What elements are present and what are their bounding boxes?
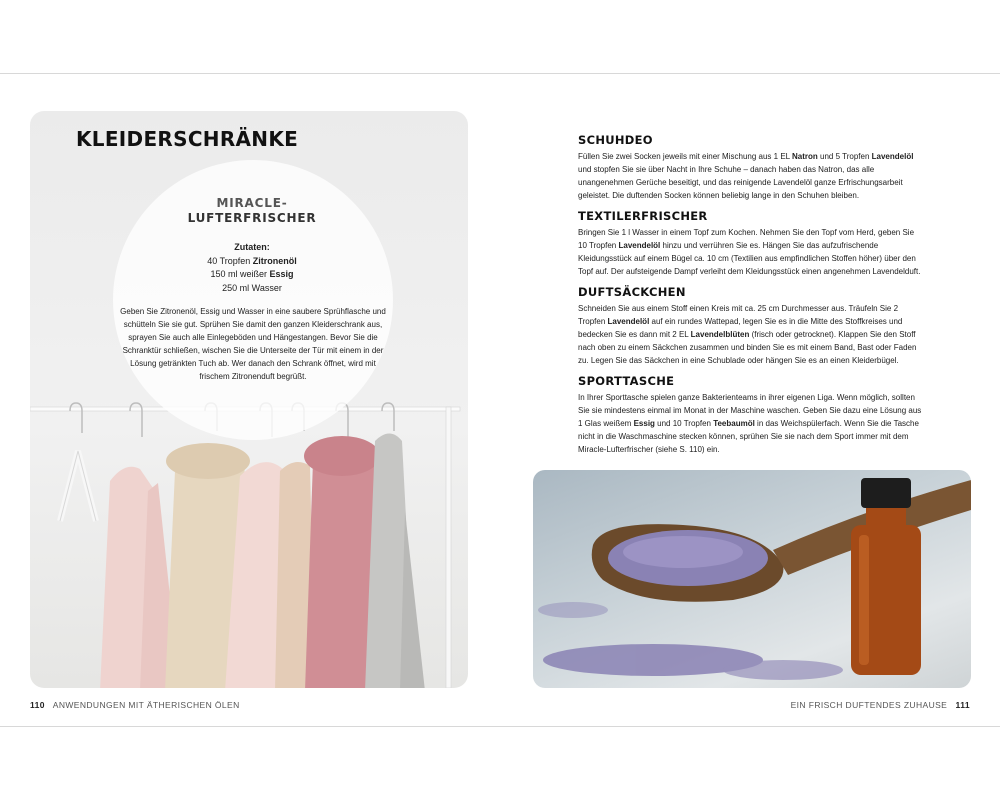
section-body	[578, 302, 924, 367]
body-text: und stopfen Sie sie über Nacht in Ihre Schuhe – danach haben das Natron, das alle unangenehmen Gerüche beseitigt, und das reinigende Lavendelöl ganze Erfrischungsarbeit geleistet. Die duftenden Socken können beliebig lange in den Schuhen bleiben.	[578, 165, 903, 200]
ingredient-text: 150 ml weißer	[210, 269, 270, 279]
ingredients-list	[150, 241, 354, 295]
page-number-right: 111	[955, 700, 970, 710]
bold-term: Lavendelöl	[618, 241, 661, 250]
body-text: hinzu und verrühren Sie es. Hängen Sie das aufzufrischende Kleidungsstück auf einem Bügel ca. 10 cm (Textilien aus empfindlichen Stoffen höher) über den Topf auf. Der aufsteigende Dampf verleiht dem Kleidungsstück einen angenehmen Lavendelduft.	[578, 241, 921, 276]
right-column	[578, 133, 924, 463]
footer-right	[791, 700, 970, 710]
page-title: KLEIDERSCHRÄNKE	[76, 127, 299, 151]
recipe-title-line2: LUFTERFRISCHER	[187, 211, 317, 225]
bold-term: Teebaumöl	[713, 419, 755, 428]
section-heading: SCHUHDEO	[578, 133, 653, 147]
section-body	[578, 150, 924, 202]
running-head-right: EIN FRISCH DUFTENDES ZUHAUSE	[790, 700, 948, 710]
body-text: Füllen Sie zwei Socken jeweils mit einer Mischung aus 1 EL	[578, 152, 793, 161]
section-heading: TEXTILERFRISCHER	[578, 209, 708, 223]
section-schuhdeo	[578, 133, 924, 202]
body-text: auf ein rundes Wattepad, legen Sie es in die Mitte des Stoffkreises und bedecken Sie es dann mit 2 EL	[578, 317, 903, 339]
section-body	[578, 391, 924, 456]
body-text: Schneiden Sie aus einem Stoff einen Kreis mit ca. 25 cm Durchmesser aus. Träufeln Sie 2 Tropfen	[578, 304, 899, 326]
body-text: in das Weichspülerfach. Wenn Sie die Tasche nicht in die Waschmaschine stecken können, sprühen Sie sie nach dem Sport immer mit dem Miracle-Lufterfrischer (siehe S. 110) ein.	[578, 419, 919, 454]
page-number-left: 110	[30, 700, 45, 710]
recipe-title-line1: MIRACLE-	[216, 196, 288, 210]
recipe-method: Geben Sie Zitronenöl, Essig und Wasser in eine saubere Sprühflasche und schütteln Sie sie gut. Sprühen Sie damit den ganzen Kleiderschrank aus, sprayen Sie auch alle Einlegeböden und Hängestangen. Bevor Sie die Schranktür schließen, wischen Sie die Unterseite der Tür mit einem in der Lösung getränkten Tuch ab. Wer danach den Schrank öffnet, wird mit frischem Zitronenduft begrüßt.	[120, 307, 386, 381]
section-heading: SPORTTASCHE	[578, 374, 675, 388]
ingredients-header: Zutaten:	[234, 242, 270, 252]
section-sporttasche	[578, 374, 924, 456]
bold-term: Lavendelöl	[607, 317, 650, 326]
bold-term: Natron	[792, 152, 818, 161]
ingredient-item	[150, 282, 354, 296]
ingredient-bold: Zitronenöl	[252, 255, 297, 266]
body-text: In Ihrer Sporttasche spielen ganze Bakterienteams in ihrer eigenen Liga. Wenn möglich, sollten Sie sie mindestens einmal im Monat in der Maschine waschen. Geben Sie dazu eine Lösung aus 1 Glas weißem	[578, 393, 922, 428]
body-text: und 10 Tropfen	[654, 419, 714, 428]
body-text: Bringen Sie 1 l Wasser in einem Topf zum Kochen. Nehmen Sie den Topf vom Herd, geben Sie 10 Tropfen	[578, 228, 915, 250]
ingredient-item	[150, 268, 354, 282]
bold-term: Lavendelöl	[871, 152, 914, 161]
bold-term: Lavendelblüten	[690, 330, 750, 339]
recipe-title	[130, 196, 374, 226]
section-duftsaeckchen	[578, 285, 924, 367]
section-heading: DUFTSÄCKCHEN	[578, 285, 686, 299]
ingredient-text: 40 Tropfen	[207, 255, 253, 266]
lavender-oil-photo	[533, 470, 971, 688]
body-text: (frisch oder getrocknet). Klappen Sie den Stoff nach oben zu einem Säckchen zusammen und binden Sie es mit einem Band, Bast oder Faden zu. Legen Sie das Säckchen in eine Schublade oder hängen Sie es an einen Kleiderbügel.	[578, 330, 917, 365]
footer-left	[30, 700, 240, 710]
lavender-spoon-bottle-illustration	[533, 470, 971, 688]
ingredient-bold: Essig	[269, 269, 294, 279]
running-head-left: ANWENDUNGEN MIT ÄTHERISCHEN ÖLEN	[52, 700, 240, 710]
ingredient-item	[150, 255, 354, 269]
body-text: und 5 Tropfen	[817, 152, 872, 161]
section-body	[578, 226, 924, 278]
bold-term: Essig	[633, 419, 655, 428]
section-textilerfrischer	[578, 209, 924, 278]
ingredient-text: 250 ml Wasser	[222, 282, 282, 293]
